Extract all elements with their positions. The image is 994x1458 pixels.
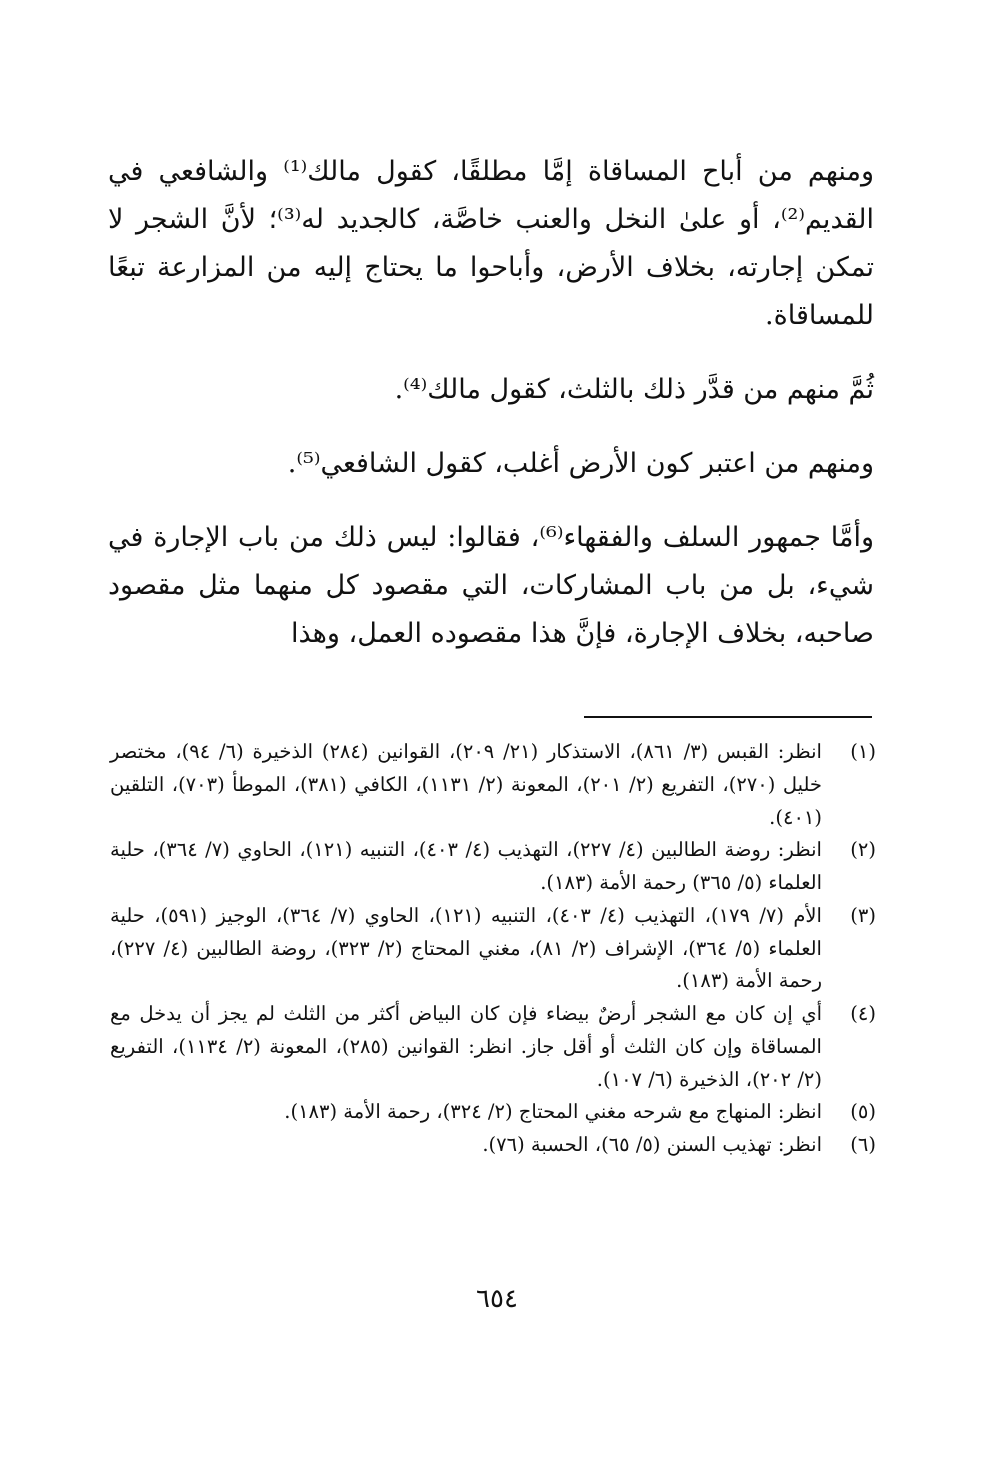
footnote (110, 834, 876, 900)
main-text (108, 148, 874, 658)
footnote (110, 1096, 876, 1129)
footnote-text: انظر: روضة الطالبين (٤/ ٢٢٧)، التهذيب (٤/ ٤٠٣)، التنبيه (١٢١)، الحاوي (٧/ ٣٦٤)، حلية العلماء (٥/ ٣٦٥) رحمة الأمة (١٨٣). (110, 838, 822, 894)
footnote-number: (١) (850, 740, 876, 763)
footnote-text: انظر: تهذيب السنن (٥/ ٦٥)، الحسبة (٧٦). (482, 1133, 822, 1156)
footnote-number: (٤) (850, 1002, 876, 1025)
footnotes (110, 736, 876, 1162)
footnote-separator (584, 716, 872, 718)
footnote-text: الأم (٧/ ١٧٩)، التهذيب (٤/ ٤٠٣)، التنبيه (١٢١)، الحاوي (٧/ ٣٦٤)، الوجيز (٥٩١)، حلية العلماء (٥/ ٣٦٤)، الإشراف (٢/ ٨١)، مغني المحتاج (٢/ ٣٢٣)، روضة الطالبين (٤/ ٢٢٧)، رحمة الأمة (١٨٣). (110, 903, 822, 993)
paragraph-2: ثُمَّ منهم من قدَّر ذلك بالثلث، كقول مالك⁽⁴⁾. (394, 374, 874, 406)
footnote (110, 736, 876, 834)
footnote-number: (٣) (850, 903, 876, 927)
footnote-number: (٢) (850, 838, 876, 862)
footnote-text: انظر: القبس (٣/ ٨٦١)، الاستذكار (٢١/ ٢٠٩)، القوانين (٢٨٤) الذخيرة (٦/ ٩٤)، مختصر خليل (٢٧٠)، التفريع (٢/ ٢٠١)، المعونة (٢/ ١١٣١)، الكافي (٣٨١)، الموطأ (٧٠٣)، التلقين (٤٠١). (110, 740, 822, 829)
footnote (110, 998, 876, 1096)
footnote-text: انظر: المنهاج مع شرحه مغني المحتاج (٢/ ٣٢٤)، رحمة الأمة (١٨٣). (284, 1100, 822, 1124)
footnote-number: (٥) (850, 1100, 876, 1124)
footnote-text: أي إن كان مع الشجر أرضٌ بيضاء فإن كان البياض أكثر من الثلث لم يجز أن يدخل مع المساقاة وإن كان الثلث أو أقل جاز. انظر: القوانين (٢٨٥)، المعونة (٢/ ١١٣٤)، التفريع (٢/ ٢٠٢)، الذخيرة (٦/ ١٠٧). (110, 1002, 822, 1091)
paragraph-4: وأمَّا جمهور السلف والفقهاء⁽⁶⁾، فقالوا: ليس ذلك من باب الإجارة في شيء، بل من باب المشاركات، التي مقصود كل منهما مثل مقصود صاحبه، بخلاف الإجارة، فإنَّ هذا مقصوده العمل، وهذا (108, 522, 874, 650)
paragraph-1: ومنهم من أباح المساقاة إمَّا مطلقًا، كقول مالك⁽¹⁾ والشافعي في القديم⁽²⁾، أو علىٰ النخل والعنب خاصَّة، كالجديد له⁽³⁾؛ لأنَّ الشجر لا تمكن إجارته، بخلاف الأرض، وأباحوا ما يحتاج إليه من المزارعة تبعًا للمساقاة. (108, 156, 875, 332)
footnote-number: (٦) (850, 1133, 876, 1156)
page-number: ٦٥٤ (476, 1284, 518, 1314)
footnote (110, 1129, 876, 1162)
footnote (110, 900, 876, 998)
paragraph-3: ومنهم من اعتبر كون الأرض أغلب، كقول الشافعي⁽⁵⁾. (287, 448, 874, 480)
